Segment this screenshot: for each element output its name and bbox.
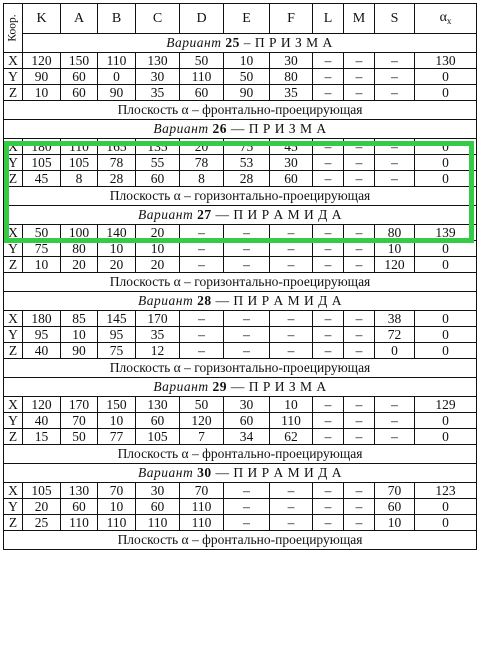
table-cell: – [224, 327, 270, 343]
table-cell: 95 [23, 327, 61, 343]
table-cell: – [313, 343, 344, 359]
table-cell: 60 [136, 499, 180, 515]
table-cell: 60 [61, 69, 98, 85]
table-cell: – [313, 53, 344, 69]
table-cell: 53 [224, 155, 270, 171]
coord-label: Z [4, 171, 23, 187]
variant-number: 28 [197, 293, 212, 309]
variant-title [4, 120, 477, 139]
table-cell: – [375, 413, 415, 429]
table-cell: 70 [61, 413, 98, 429]
table-cell: 150 [98, 397, 136, 413]
table-cell: 50 [180, 53, 224, 69]
table-cell: – [313, 483, 344, 499]
table-cell: 130 [61, 483, 98, 499]
table-cell: 60 [270, 171, 313, 187]
table-cell: – [375, 139, 415, 155]
table-cell: 10 [375, 515, 415, 531]
variant-title [4, 378, 477, 397]
table-cell: 60 [136, 413, 180, 429]
table-cell: – [313, 499, 344, 515]
table-row [4, 327, 477, 343]
table-cell: 130 [415, 53, 477, 69]
table-cell: 30 [136, 483, 180, 499]
col-header-d: D [180, 4, 224, 34]
table-cell: – [270, 343, 313, 359]
variant-title-row [4, 464, 477, 483]
table-cell: – [180, 343, 224, 359]
variant-label: Вариант [153, 121, 209, 137]
col-header-a: A [61, 4, 98, 34]
table-cell: 110 [61, 515, 98, 531]
table-cell: 110 [180, 499, 224, 515]
table-cell: 0 [415, 139, 477, 155]
coord-label: Y [4, 499, 23, 515]
table-cell: 60 [375, 499, 415, 515]
table-row [4, 155, 477, 171]
table-cell: 10 [375, 241, 415, 257]
table-cell: 45 [23, 171, 61, 187]
coord-header-label: Коор. [6, 14, 19, 42]
variant-title [23, 34, 477, 53]
table-cell: 78 [98, 155, 136, 171]
table-cell: 10 [136, 241, 180, 257]
variant-title-row [4, 34, 477, 53]
table-cell: – [344, 515, 375, 531]
table-cell: – [344, 85, 375, 101]
table-cell: 105 [23, 483, 61, 499]
plane-description: Плоскость α – фронтально-проецирующая [4, 101, 477, 120]
table-row [4, 413, 477, 429]
coord-label: Z [4, 343, 23, 359]
table-cell: 120 [23, 397, 61, 413]
table-cell: 0 [415, 241, 477, 257]
table-cell: – [313, 327, 344, 343]
table-row [4, 139, 477, 155]
variant-dash: — [226, 121, 249, 137]
table-cell: – [313, 69, 344, 85]
variant-title-row [4, 206, 477, 225]
table-cell: 0 [415, 257, 477, 273]
table-cell: 135 [136, 139, 180, 155]
table-cell: – [180, 241, 224, 257]
table-cell: 180 [23, 311, 61, 327]
table-cell: 45 [270, 139, 313, 155]
table-cell: – [344, 171, 375, 187]
table-cell: 90 [224, 85, 270, 101]
table-cell: – [270, 515, 313, 531]
table-cell: 120 [180, 413, 224, 429]
table-cell: 30 [270, 155, 313, 171]
table-row [4, 241, 477, 257]
table-cell: 10 [270, 397, 313, 413]
variant-title-row [4, 120, 477, 139]
variant-dash: — [211, 465, 234, 481]
variant-title-row [4, 292, 477, 311]
table-cell: – [224, 257, 270, 273]
plane-row [4, 187, 477, 206]
table-cell: 130 [136, 397, 180, 413]
table-cell: – [375, 53, 415, 69]
table-cell: 80 [270, 69, 313, 85]
variant-number: 25 [225, 35, 240, 51]
table-cell: 10 [98, 413, 136, 429]
table-cell: 10 [61, 327, 98, 343]
table-cell: – [344, 241, 375, 257]
table-cell: 7 [180, 429, 224, 445]
table-cell: – [313, 515, 344, 531]
table-row [4, 429, 477, 445]
col-header-m: M [344, 4, 375, 34]
table-cell: 20 [136, 257, 180, 273]
table-cell: 170 [61, 397, 98, 413]
variant-dash: — [226, 379, 249, 395]
table-cell: 50 [224, 69, 270, 85]
variant-label: Вариант [166, 35, 222, 51]
table-cell: – [344, 225, 375, 241]
variant-type: П Р И З М А [254, 35, 333, 51]
table-cell: – [270, 241, 313, 257]
table-cell: 165 [98, 139, 136, 155]
table-cell: – [224, 343, 270, 359]
table-cell: 62 [270, 429, 313, 445]
table-row [4, 515, 477, 531]
alpha-subscript: x [446, 16, 452, 26]
table-cell: – [270, 499, 313, 515]
table-cell: 10 [224, 53, 270, 69]
plane-description: Плоскость α – горизонтально-проецирующая [4, 187, 477, 206]
variant-title [4, 464, 477, 483]
table-cell: 25 [23, 515, 61, 531]
table-cell: 110 [180, 515, 224, 531]
table-cell: – [344, 397, 375, 413]
col-header-alpha [415, 4, 477, 34]
table-cell: – [270, 311, 313, 327]
col-header-s: S [375, 4, 415, 34]
table-cell: 75 [23, 241, 61, 257]
table-cell: 78 [180, 155, 224, 171]
variant-title-row [4, 378, 477, 397]
table-cell: – [313, 257, 344, 273]
table-cell: 55 [136, 155, 180, 171]
variant-dash: — [211, 293, 234, 309]
table-cell: – [375, 171, 415, 187]
coord-label: Y [4, 155, 23, 171]
table-cell: 110 [98, 515, 136, 531]
table-cell: 8 [180, 171, 224, 187]
table-cell: 105 [61, 155, 98, 171]
variant-number: 30 [197, 465, 212, 481]
table-cell: 0 [415, 69, 477, 85]
coord-label: X [4, 139, 23, 155]
table-cell: – [344, 311, 375, 327]
table-cell: – [313, 397, 344, 413]
table-cell: – [375, 397, 415, 413]
table-cell: 72 [375, 327, 415, 343]
table-cell: – [344, 155, 375, 171]
table-cell: – [270, 327, 313, 343]
alpha-symbol: α [439, 10, 447, 25]
table-cell: 20 [23, 499, 61, 515]
table-cell: – [224, 225, 270, 241]
table-cell: 70 [180, 483, 224, 499]
plane-row [4, 359, 477, 378]
table-cell: 0 [415, 311, 477, 327]
coord-label: Y [4, 413, 23, 429]
table-cell: 10 [23, 85, 61, 101]
coord-label: X [4, 53, 23, 69]
table-cell: 95 [98, 327, 136, 343]
table-cell: – [344, 327, 375, 343]
variant-title [4, 206, 477, 225]
coord-label: Z [4, 85, 23, 101]
table-cell: 123 [415, 483, 477, 499]
table-cell: 129 [415, 397, 477, 413]
variant-type: П Р И З М А [248, 121, 327, 137]
col-header-e: E [224, 4, 270, 34]
variant-type: П И Р А М И Д А [233, 465, 342, 481]
table-cell: 100 [61, 225, 98, 241]
table-cell: 38 [375, 311, 415, 327]
table-cell: 140 [98, 225, 136, 241]
table-cell: 90 [23, 69, 61, 85]
table-cell: 20 [180, 139, 224, 155]
coord-label: Z [4, 257, 23, 273]
table-row [4, 397, 477, 413]
table-cell: 180 [23, 139, 61, 155]
table-row [4, 225, 477, 241]
table-cell: – [344, 69, 375, 85]
variant-number: 29 [212, 379, 227, 395]
table-cell: 40 [23, 343, 61, 359]
table-cell: 77 [98, 429, 136, 445]
table-cell: – [180, 311, 224, 327]
table-cell: – [313, 171, 344, 187]
coord-label: Z [4, 515, 23, 531]
table-cell: 15 [23, 429, 61, 445]
coord-label: Y [4, 327, 23, 343]
table-cell: 10 [98, 499, 136, 515]
table-cell: 12 [136, 343, 180, 359]
table-cell: 110 [98, 53, 136, 69]
table-row [4, 311, 477, 327]
table-row [4, 85, 477, 101]
table-cell: – [224, 241, 270, 257]
table-cell: 20 [61, 257, 98, 273]
table-cell: 60 [136, 171, 180, 187]
table-cell: – [344, 483, 375, 499]
table-cell: 0 [415, 413, 477, 429]
variant-label: Вариант [138, 465, 194, 481]
header-row [4, 4, 477, 34]
table-cell: 90 [98, 85, 136, 101]
table-cell: 0 [415, 499, 477, 515]
table-cell: – [344, 139, 375, 155]
table-cell: 10 [98, 241, 136, 257]
table-cell: 0 [415, 429, 477, 445]
table-cell: – [224, 311, 270, 327]
variant-label: Вариант [138, 207, 194, 223]
table-cell: – [313, 429, 344, 445]
table-cell: 110 [180, 69, 224, 85]
table-cell: – [270, 225, 313, 241]
table-cell: 8 [61, 171, 98, 187]
table-cell: 80 [375, 225, 415, 241]
table-cell: 60 [224, 413, 270, 429]
table-cell: – [375, 69, 415, 85]
table-cell: – [313, 85, 344, 101]
table-row [4, 69, 477, 85]
table-cell: 80 [61, 241, 98, 257]
table-row [4, 257, 477, 273]
coord-label: Y [4, 241, 23, 257]
plane-description: Плоскость α – горизонтально-проецирующая [4, 273, 477, 292]
variant-dash: — [211, 207, 234, 223]
variants-table [3, 3, 477, 550]
table-cell: – [180, 257, 224, 273]
coord-header [4, 4, 23, 53]
table-cell: – [313, 225, 344, 241]
table-cell: – [270, 483, 313, 499]
col-header-f: F [270, 4, 313, 34]
table-cell: 120 [375, 257, 415, 273]
table-cell: 35 [270, 85, 313, 101]
table-cell: 0 [415, 327, 477, 343]
table-cell: 145 [98, 311, 136, 327]
plane-row [4, 445, 477, 464]
col-header-k: K [23, 4, 61, 34]
table-cell: – [224, 483, 270, 499]
plane-description: Плоскость α – горизонтально-проецирующая [4, 359, 477, 378]
variant-number: 27 [197, 207, 212, 223]
table-cell: – [375, 429, 415, 445]
table-cell: 50 [61, 429, 98, 445]
table-cell: 0 [375, 343, 415, 359]
table-cell: 120 [23, 53, 61, 69]
table-cell: 35 [136, 327, 180, 343]
coord-label: Y [4, 69, 23, 85]
table-cell: 90 [61, 343, 98, 359]
table-cell: 110 [270, 413, 313, 429]
table-cell: 30 [270, 53, 313, 69]
table-cell: – [375, 155, 415, 171]
table-cell: – [224, 499, 270, 515]
table-row [4, 53, 477, 69]
table-cell: 28 [98, 171, 136, 187]
table-row [4, 343, 477, 359]
table-cell: – [344, 257, 375, 273]
table-cell: 0 [415, 515, 477, 531]
plane-row [4, 273, 477, 292]
table-cell: 139 [415, 225, 477, 241]
table-cell: 0 [415, 155, 477, 171]
table-cell: 75 [98, 343, 136, 359]
variant-title [4, 292, 477, 311]
col-header-c: C [136, 4, 180, 34]
variant-type: П И Р А М И Д А [233, 207, 342, 223]
table-cell: 105 [23, 155, 61, 171]
table-cell: 0 [415, 343, 477, 359]
table-cell: – [224, 515, 270, 531]
variant-label: Вариант [153, 379, 209, 395]
table-cell: – [313, 139, 344, 155]
table-cell: 35 [136, 85, 180, 101]
table-cell: 20 [136, 225, 180, 241]
table-cell: – [180, 327, 224, 343]
table-row [4, 499, 477, 515]
plane-description: Плоскость α – фронтально-проецирующая [4, 445, 477, 464]
table-cell: 85 [61, 311, 98, 327]
table-cell: – [313, 241, 344, 257]
table-cell: 10 [23, 257, 61, 273]
table-cell: 60 [61, 85, 98, 101]
table-cell: 34 [224, 429, 270, 445]
table-cell: 20 [98, 257, 136, 273]
table-cell: 0 [98, 69, 136, 85]
table-cell: 105 [136, 429, 180, 445]
table-cell: – [344, 413, 375, 429]
table-cell: 75 [224, 139, 270, 155]
table-cell: – [313, 311, 344, 327]
table-cell: – [313, 413, 344, 429]
plane-row [4, 531, 477, 550]
table-cell: – [344, 53, 375, 69]
table-cell: – [313, 155, 344, 171]
table-cell: 0 [415, 171, 477, 187]
variant-dash: – [239, 35, 255, 51]
table-cell: – [344, 429, 375, 445]
variant-type: П Р И З М А [248, 379, 327, 395]
table-row [4, 483, 477, 499]
table-cell: – [344, 343, 375, 359]
table-cell: 70 [98, 483, 136, 499]
coord-label: X [4, 311, 23, 327]
variant-number: 26 [212, 121, 227, 137]
table-cell: 130 [136, 53, 180, 69]
coord-label: X [4, 483, 23, 499]
table-cell: 30 [224, 397, 270, 413]
variant-label: Вариант [138, 293, 194, 309]
plane-row [4, 101, 477, 120]
plane-description: Плоскость α – фронтально-проецирующая [4, 531, 477, 550]
table-row [4, 171, 477, 187]
table-cell: 110 [61, 139, 98, 155]
coord-label: X [4, 225, 23, 241]
table-cell: 60 [61, 499, 98, 515]
table-cell: 110 [136, 515, 180, 531]
table-cell: 170 [136, 311, 180, 327]
table-cell: 0 [415, 85, 477, 101]
table-cell: – [375, 85, 415, 101]
coord-label: Z [4, 429, 23, 445]
coord-label: X [4, 397, 23, 413]
table-cell: 60 [180, 85, 224, 101]
table-cell: 70 [375, 483, 415, 499]
table-cell: – [344, 499, 375, 515]
table-cell: 50 [23, 225, 61, 241]
col-header-b: B [98, 4, 136, 34]
variant-type: П И Р А М И Д А [233, 293, 342, 309]
table-cell: – [180, 225, 224, 241]
col-header-l: L [313, 4, 344, 34]
table-cell: 50 [180, 397, 224, 413]
table-cell: 150 [61, 53, 98, 69]
table-cell: 28 [224, 171, 270, 187]
table-cell: 30 [136, 69, 180, 85]
table-cell: – [270, 257, 313, 273]
table-cell: 40 [23, 413, 61, 429]
